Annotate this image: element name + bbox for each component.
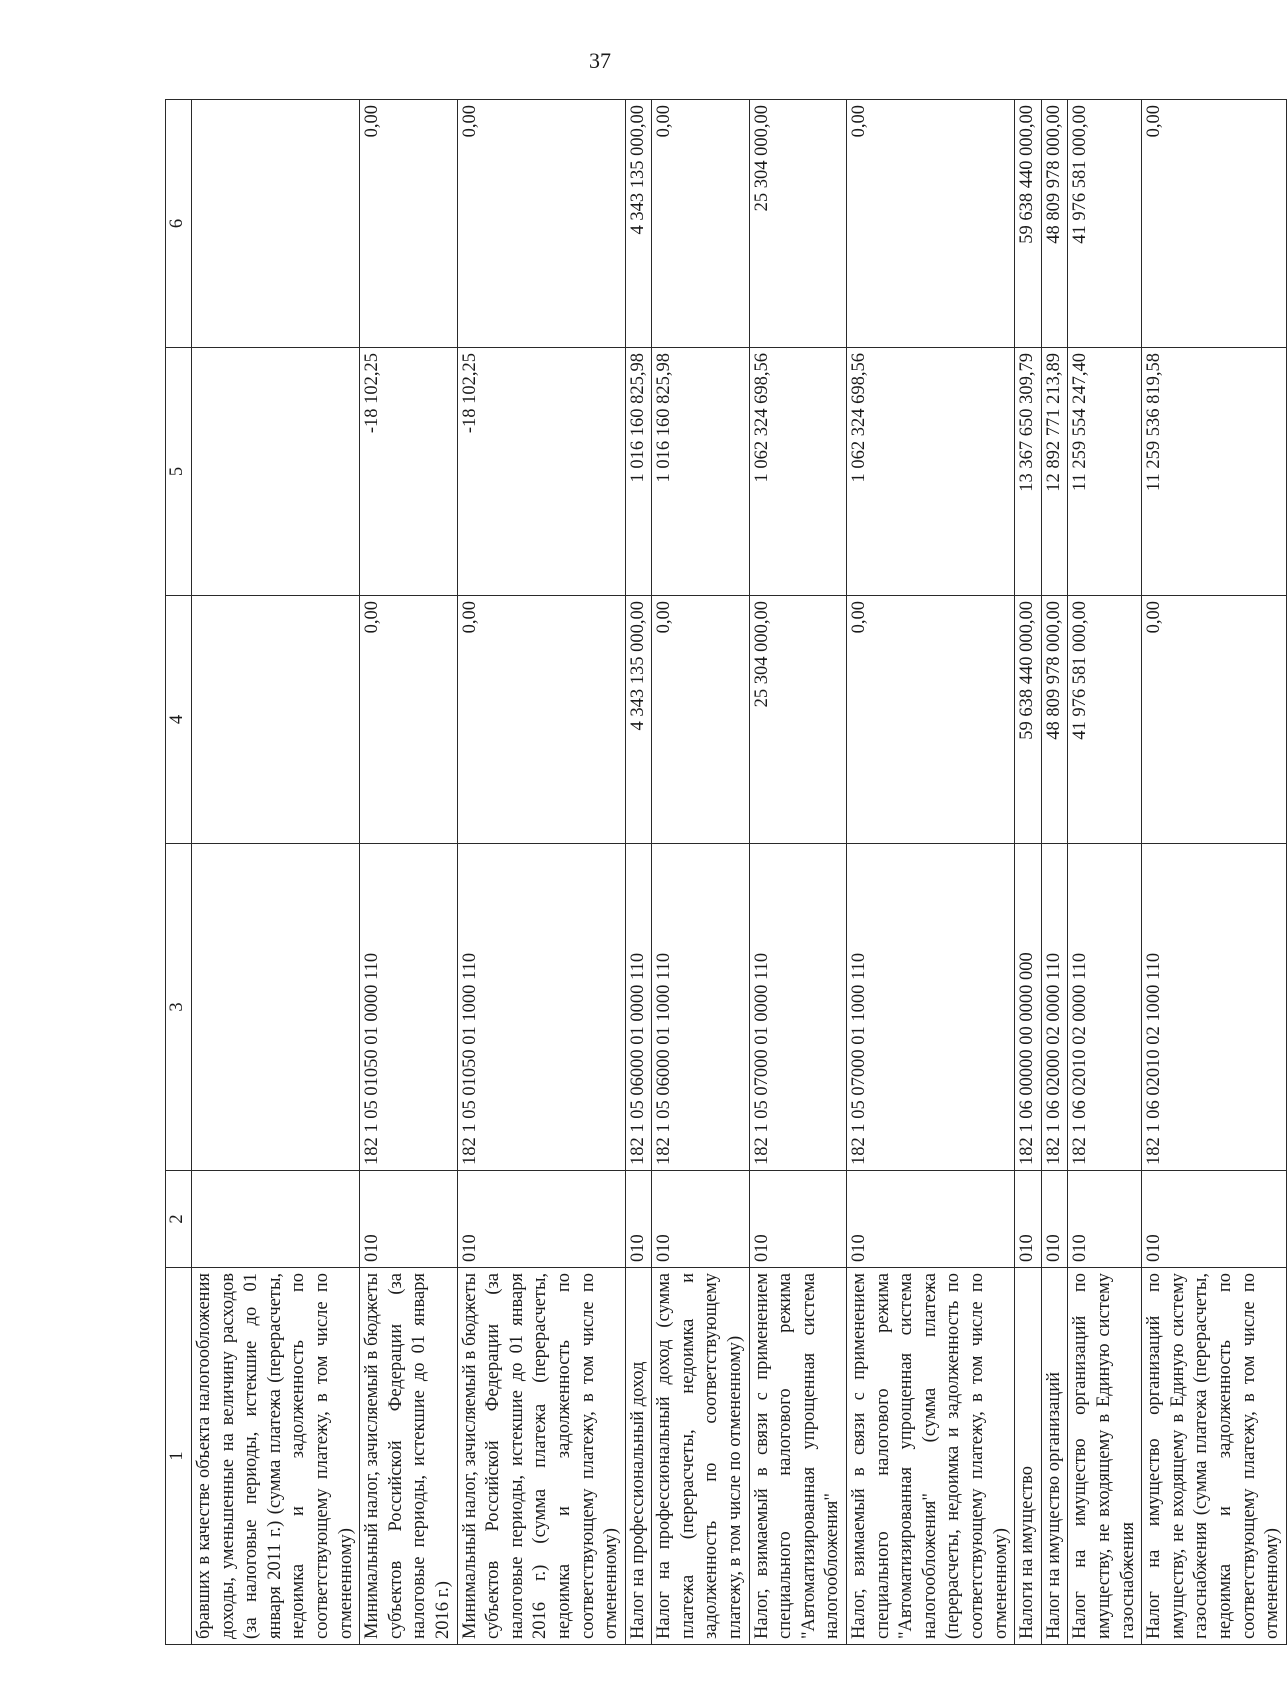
unexecuted-amount: 0,00 bbox=[360, 100, 457, 348]
line-code: 010 bbox=[1015, 1171, 1042, 1268]
executed-amount: 1 062 324 698,56 bbox=[847, 348, 1015, 596]
budget-classification-code: 182 1 06 02010 02 0000 110 bbox=[1068, 844, 1142, 1171]
table-row bbox=[457, 100, 625, 1645]
executed-amount: -18 102,25 bbox=[457, 348, 625, 596]
budget-classification-code: 182 1 06 00000 00 0000 000 bbox=[1015, 844, 1042, 1171]
approved-amount: 48 809 978 000,00 bbox=[1041, 596, 1068, 844]
unexecuted-amount: 48 809 978 000,00 bbox=[1041, 100, 1068, 348]
executed-amount: 13 367 650 309,79 bbox=[1015, 348, 1042, 596]
income-name: Налог, взимаемый в связи с применением специального налогового режима "Автоматизированная упрощенная система налогообложения" bbox=[749, 1268, 846, 1645]
column-header-2: 2 bbox=[166, 1171, 192, 1268]
budget-income-table bbox=[165, 99, 1287, 1645]
budget-classification-code: 182 1 05 07000 01 1000 110 bbox=[847, 844, 1015, 1171]
executed-amount bbox=[192, 348, 360, 596]
income-name: бравших в качестве объекта налогообложения доходы, уменьшенные на величину расходов (за налоговые периоды, истекшие до 01 января 2011 г.) (сумма платежа (перерасчеты, недоимка и задолженность по соответствующему платежу, в том числе по отмененному) bbox=[192, 1268, 360, 1645]
executed-amount: 1 062 324 698,56 bbox=[749, 348, 846, 596]
unexecuted-amount bbox=[192, 100, 360, 348]
column-header-1: 1 bbox=[166, 1268, 192, 1645]
unexecuted-amount: 0,00 bbox=[457, 100, 625, 348]
approved-amount: 4 343 135 000,00 bbox=[625, 596, 652, 844]
table-row bbox=[625, 100, 652, 1645]
unexecuted-amount: 4 343 135 000,00 bbox=[625, 100, 652, 348]
line-code: 010 bbox=[847, 1171, 1015, 1268]
table-row bbox=[1142, 100, 1287, 1645]
unexecuted-amount: 59 638 440 000,00 bbox=[1015, 100, 1042, 348]
unexecuted-amount: 0,00 bbox=[1142, 100, 1287, 348]
executed-amount: 1 016 160 825,98 bbox=[652, 348, 749, 596]
column-header-3: 3 bbox=[166, 844, 192, 1171]
table-row bbox=[1015, 100, 1042, 1645]
executed-amount: -18 102,25 bbox=[360, 348, 457, 596]
approved-amount: 59 638 440 000,00 bbox=[1015, 596, 1042, 844]
budget-classification-code: 182 1 05 07000 01 0000 110 bbox=[749, 844, 846, 1171]
executed-amount: 12 892 771 213,89 bbox=[1041, 348, 1068, 596]
unexecuted-amount: 41 976 581 000,00 bbox=[1068, 100, 1142, 348]
approved-amount: 0,00 bbox=[847, 596, 1015, 844]
approved-amount: 25 304 000,00 bbox=[749, 596, 846, 844]
line-code: 010 bbox=[1142, 1171, 1287, 1268]
line-code bbox=[192, 1171, 360, 1268]
income-name: Минимальный налог, зачисляемый в бюджеты субъектов Российской Федерации (за налоговые периоды, истекшие до 01 января 2016 г.) (сумма платежа (перерасчеты, недоимка и задолженность по соответствующему платежу, в том числе по отмененному) bbox=[457, 1268, 625, 1645]
budget-classification-code: 182 1 05 01050 01 1000 110 bbox=[457, 844, 625, 1171]
line-code: 010 bbox=[625, 1171, 652, 1268]
column-number-row bbox=[166, 100, 192, 1645]
budget-classification-code: 182 1 05 06000 01 1000 110 bbox=[652, 844, 749, 1171]
line-code: 010 bbox=[749, 1171, 846, 1268]
income-name: Налог, взимаемый в связи с применением специального налогового режима "Автоматизированная упрощенная система налогообложения" (сумма платежа (перерасчеты, недоимка и задолженность по соответствующему платежу, в том числе по отмененному) bbox=[847, 1268, 1015, 1645]
budget-classification-code bbox=[192, 844, 360, 1171]
income-name: Минимальный налог, зачисляемый в бюджеты субъектов Российской Федерации (за налоговые периоды, истекшие до 01 января 2016 г.) bbox=[360, 1268, 457, 1645]
budget-classification-code: 182 1 05 01050 01 0000 110 bbox=[360, 844, 457, 1171]
line-code: 010 bbox=[652, 1171, 749, 1268]
table-row bbox=[847, 100, 1015, 1645]
approved-amount: 0,00 bbox=[1142, 596, 1287, 844]
line-code: 010 bbox=[360, 1171, 457, 1268]
table-row bbox=[1041, 100, 1068, 1645]
executed-amount: 11 259 536 819,58 bbox=[1142, 348, 1287, 596]
approved-amount: 41 976 581 000,00 bbox=[1068, 596, 1142, 844]
income-name: Налог на имущество организаций bbox=[1041, 1268, 1068, 1645]
line-code: 010 bbox=[1041, 1171, 1068, 1268]
table-row bbox=[360, 100, 457, 1645]
unexecuted-amount: 0,00 bbox=[652, 100, 749, 348]
approved-amount: 0,00 bbox=[457, 596, 625, 844]
income-name: Налоги на имущество bbox=[1015, 1268, 1042, 1645]
income-name: Налог на имущество организаций по имуществу, не входящему в Единую систему газоснабжения (сумма платежа (перерасчеты, недоимка и задолженность по соответствующему платежу, в том числе по отмененному) bbox=[1142, 1268, 1287, 1645]
executed-amount: 11 259 554 247,40 bbox=[1068, 348, 1142, 596]
approved-amount bbox=[192, 596, 360, 844]
column-header-4: 4 bbox=[166, 596, 192, 844]
line-code: 010 bbox=[1068, 1171, 1142, 1268]
income-name: Налог на имущество организаций по имуществу, не входящему в Единую систему газоснабжения bbox=[1068, 1268, 1142, 1645]
column-header-5: 5 bbox=[166, 348, 192, 596]
table-row bbox=[749, 100, 846, 1645]
rotated-table-container bbox=[165, 100, 1283, 1645]
income-name: Налог на профессиональный доход (сумма платежа (перерасчеты, недоимка и задолженность по соответствующему платежу, в том числе по отмененному) bbox=[652, 1268, 749, 1645]
budget-classification-code: 182 1 06 02010 02 1000 110 bbox=[1142, 844, 1287, 1171]
executed-amount: 1 016 160 825,98 bbox=[625, 348, 652, 596]
unexecuted-amount: 0,00 bbox=[847, 100, 1015, 348]
unexecuted-amount: 25 304 000,00 bbox=[749, 100, 846, 348]
page-number: 37 bbox=[589, 48, 611, 73]
budget-classification-code: 182 1 05 06000 01 0000 110 bbox=[625, 844, 652, 1171]
budget-classification-code: 182 1 06 02000 02 0000 110 bbox=[1041, 844, 1068, 1171]
approved-amount: 0,00 bbox=[360, 596, 457, 844]
table-row bbox=[652, 100, 749, 1645]
income-name: Налог на профессиональный доход bbox=[625, 1268, 652, 1645]
column-header-6: 6 bbox=[166, 100, 192, 348]
table-row bbox=[192, 100, 360, 1645]
approved-amount: 0,00 bbox=[652, 596, 749, 844]
line-code: 010 bbox=[457, 1171, 625, 1268]
table-row bbox=[1068, 100, 1142, 1645]
